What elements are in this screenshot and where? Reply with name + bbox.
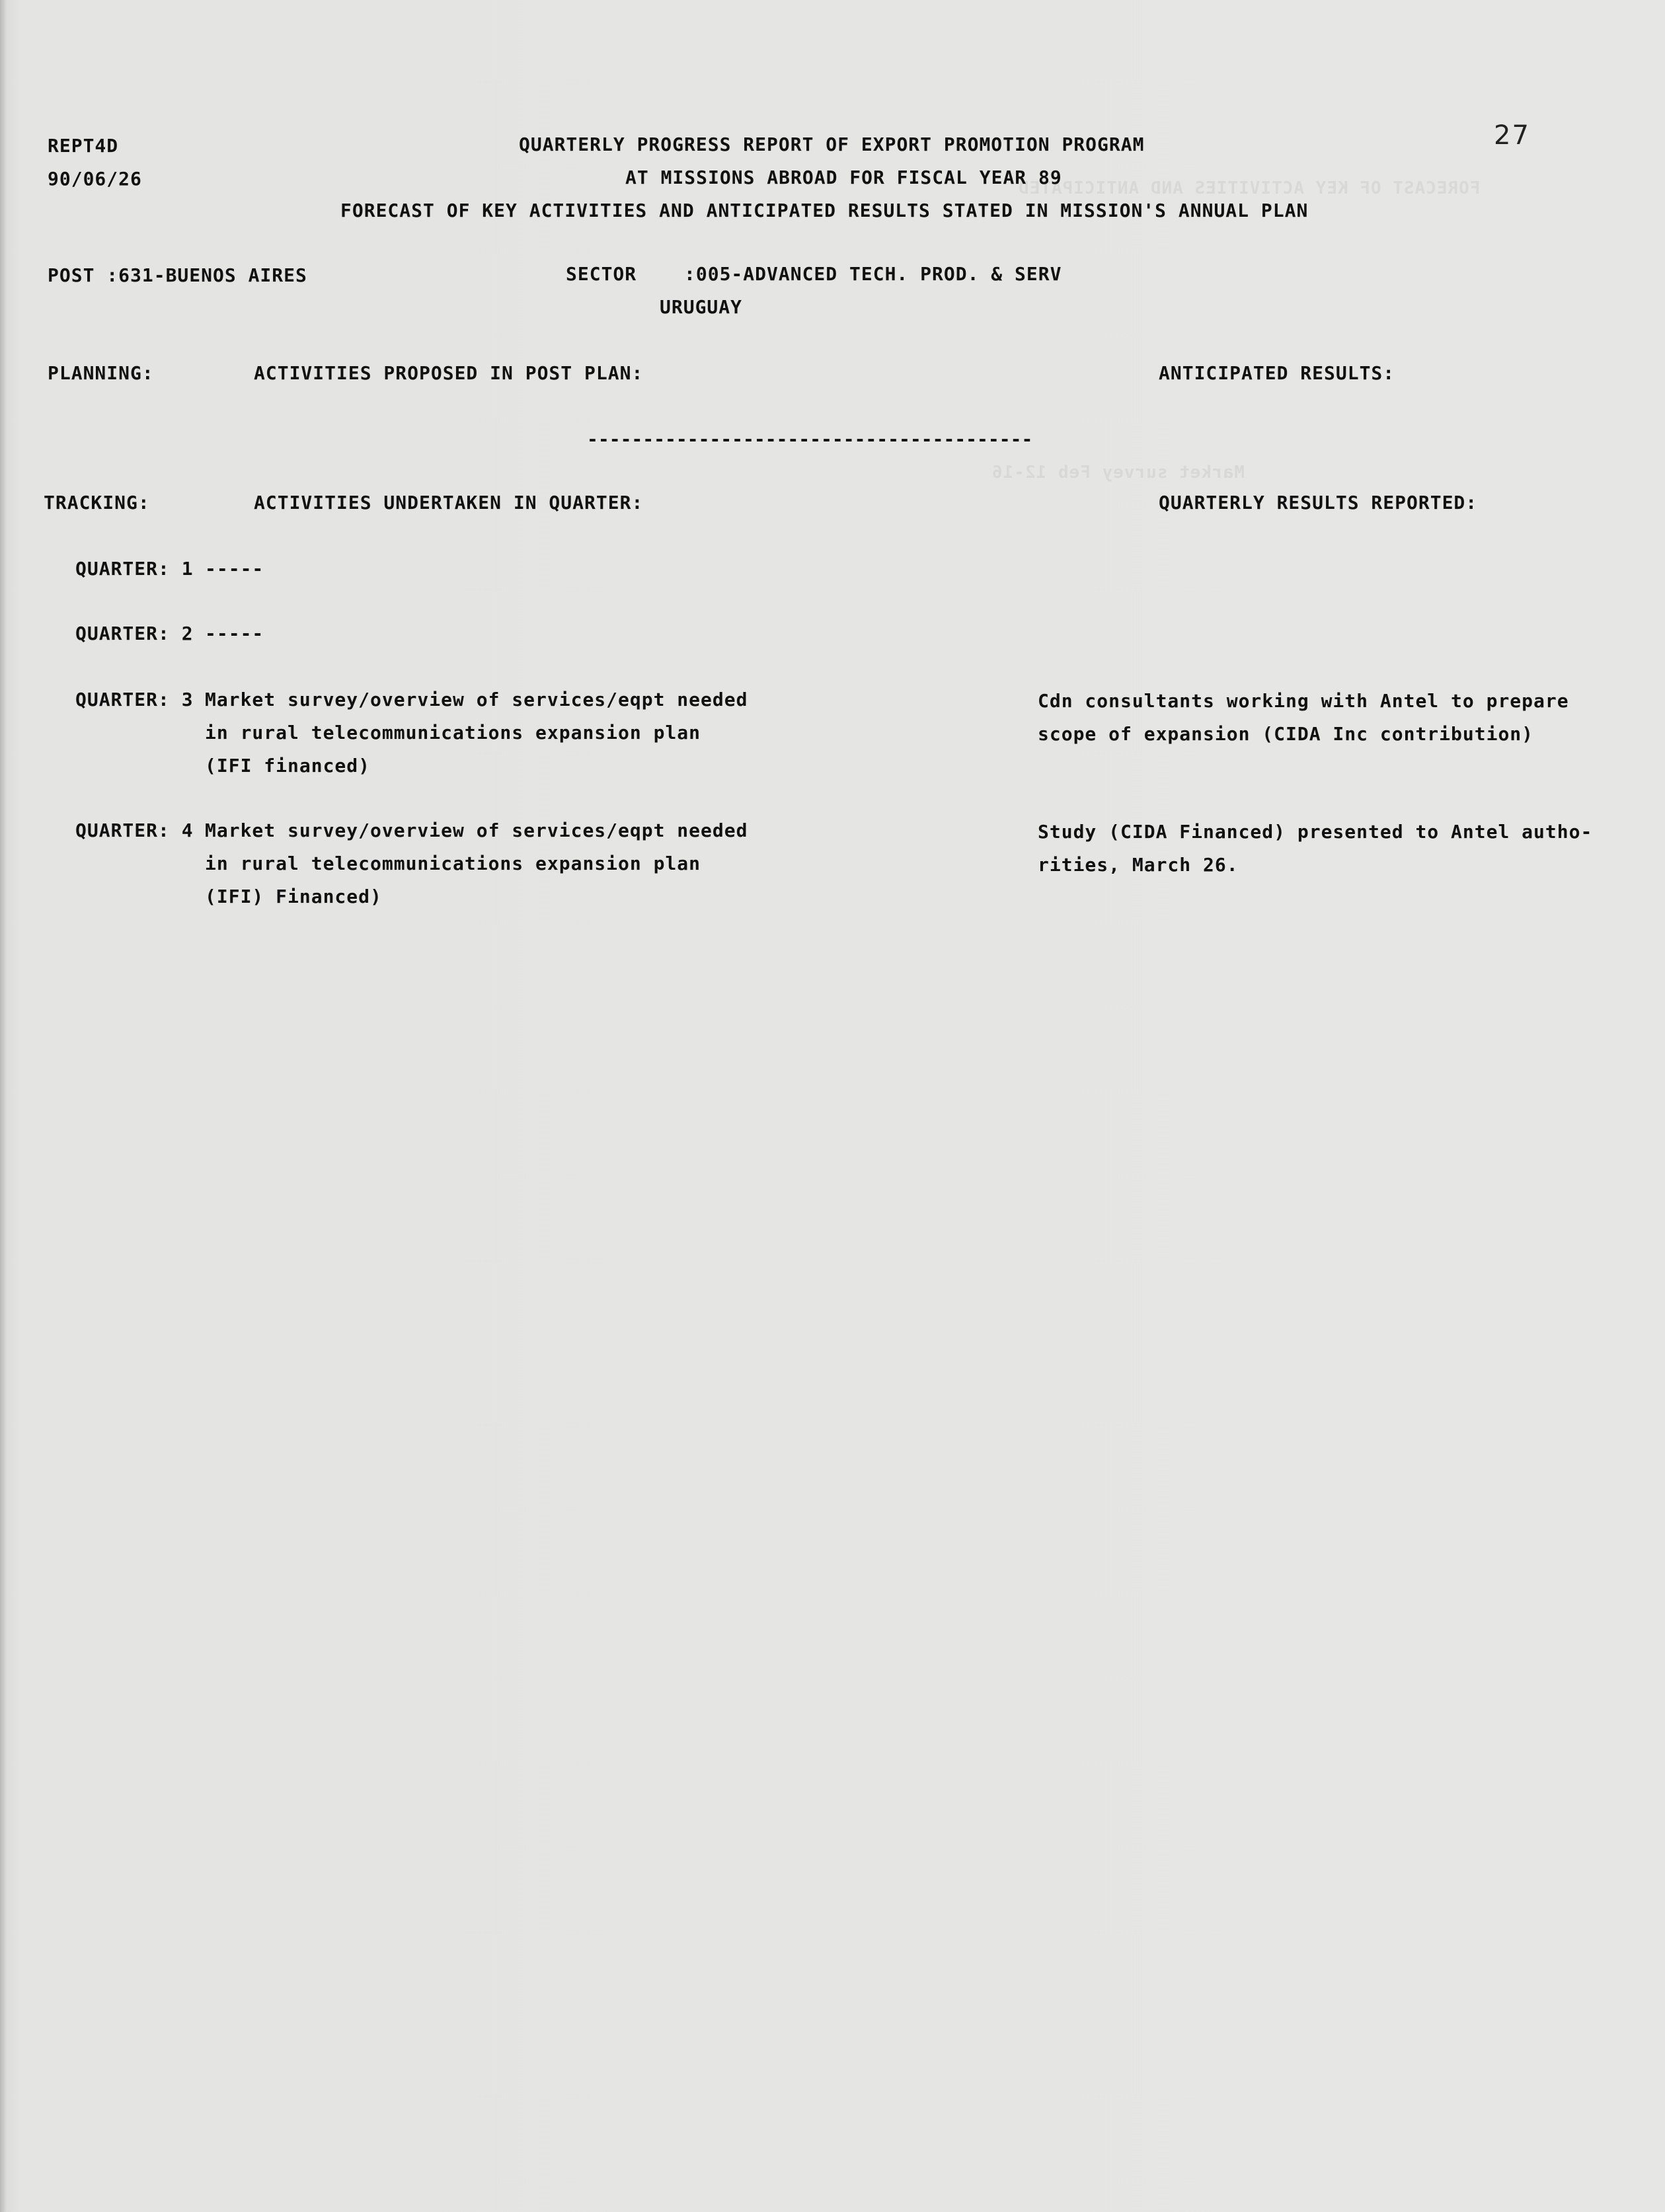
quarter-3-activity-line: Market survey/overview of services/eqpt needed: [205, 689, 748, 710]
tracking-activities-header: ACTIVITIES UNDERTAKEN IN QUARTER:: [254, 492, 644, 514]
sector-label: SECTOR: [566, 263, 637, 285]
report-title-line-1: QUARTERLY PROGRESS REPORT OF EXPORT PROMOTION PROGRAM: [519, 133, 1145, 155]
quarter-4-label: QUARTER: 4: [75, 820, 194, 841]
report-title-line-2: AT MISSIONS ABROAD FOR FISCAL YEAR 89: [625, 167, 1062, 188]
quarter-3-activity-line: (IFI financed): [205, 755, 371, 777]
tracking-results-header: QUARTERLY RESULTS REPORTED:: [1159, 492, 1478, 514]
quarter-3-label: QUARTER: 3: [75, 689, 194, 710]
report-date: 90/06/26: [48, 168, 142, 190]
quarter-4-activity-line: (IFI) Financed): [205, 886, 382, 907]
country-value: URUGUAY: [660, 296, 743, 318]
bleed-through-decoration: FORECAST OF KEY ACTIVITIES AND ANTICIPATED: [1018, 178, 1481, 198]
post-field: POST :631-BUENOS AIRES: [48, 264, 307, 286]
planning-label: PLANNING:: [48, 362, 154, 384]
report-title-line-3: FORECAST OF KEY ACTIVITIES AND ANTICIPATED RESULTS STATED IN MISSION'S ANNUAL PLAN: [340, 200, 1309, 221]
quarter-4-activity-line: in rural telecommunications expansion plan: [205, 853, 701, 874]
sector-value: :005-ADVANCED TECH. PROD. & SERV: [684, 263, 1062, 285]
quarter-4-activity-line: Market survey/overview of services/eqpt needed: [205, 820, 748, 841]
quarter-3-activity-line: in rural telecommunications expansion plan: [205, 722, 701, 744]
quarter-1-label: QUARTER: 1: [75, 558, 194, 580]
planning-activities-header: ACTIVITIES PROPOSED IN POST PLAN:: [254, 362, 644, 384]
quarter-4-result-line: Study (CIDA Financed) presented to Antel autho-: [1038, 821, 1593, 843]
quarter-2-activity: -----: [205, 623, 264, 644]
quarter-3-result-line: Cdn consultants working with Antel to prepare: [1038, 690, 1569, 712]
quarter-1-activity: -----: [205, 558, 264, 580]
planning-results-header: ANTICIPATED RESULTS:: [1159, 362, 1395, 384]
report-code: REPT4D: [48, 135, 119, 157]
bleed-through-decoration: Market survey Feb 12-16: [991, 463, 1245, 482]
quarter-3-result-line: scope of expansion (CIDA Inc contribution): [1038, 723, 1534, 745]
quarter-4-result-line: rities, March 26.: [1038, 854, 1239, 876]
tracking-label: TRACKING:: [44, 492, 150, 514]
page-number: 27: [1494, 120, 1530, 151]
quarter-2-label: QUARTER: 2: [75, 623, 194, 644]
planning-separator: ----------------------------------------: [587, 428, 1033, 450]
